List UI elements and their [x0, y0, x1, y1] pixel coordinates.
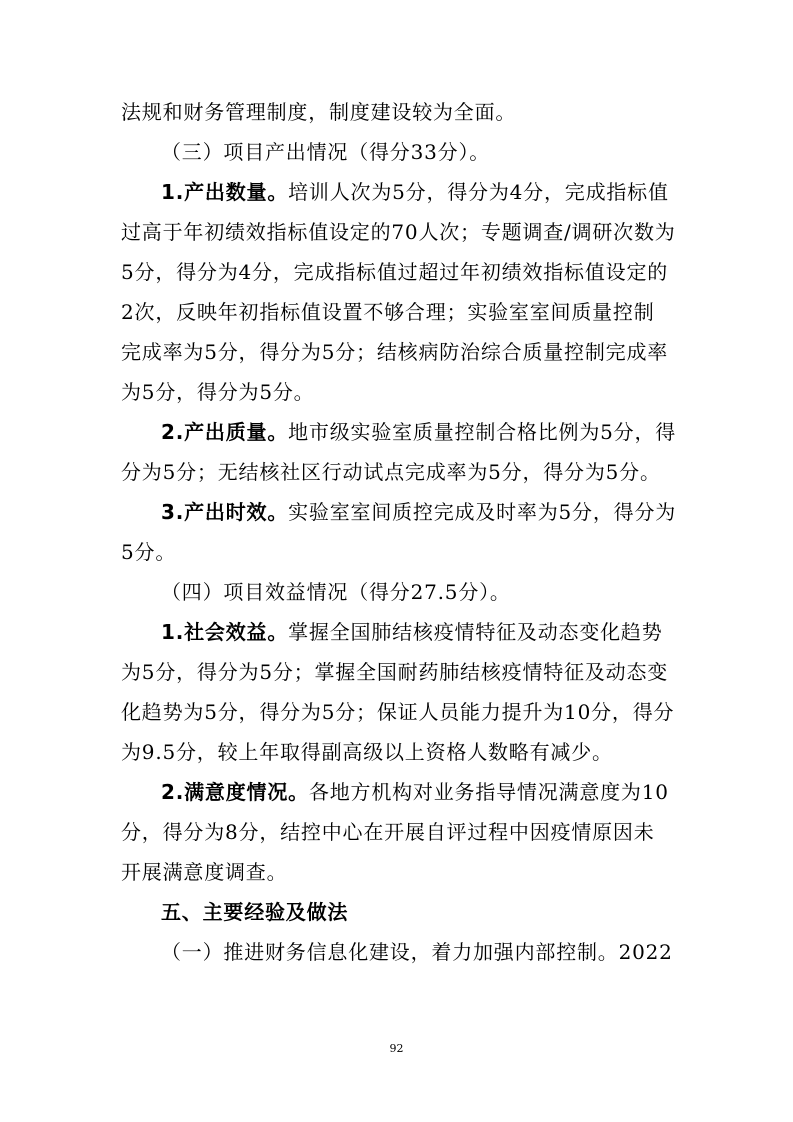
text-line: 化趋势为5分，得分为5分；保证人员能力提升为10分，得分	[121, 700, 675, 724]
text-line: 过高于年初绩效指标值设定的70人次；专题调查/调研次数为	[121, 220, 676, 244]
text-line: 分，得分为8分，结控中心在开展自评过程中因疫情原因未	[121, 820, 655, 844]
satisfaction-line-2	[121, 812, 675, 852]
output-quantity-line-3	[121, 252, 675, 292]
text-line: 地市级实验室质量控制合格比例为5分，得	[288, 420, 677, 444]
satisfaction-line-3	[121, 852, 675, 892]
text-line: 5分，得分为4分，完成指标值过超过年初绩效指标值设定的	[121, 260, 669, 284]
social-benefit-line-1	[121, 612, 675, 652]
chapter-heading	[121, 892, 675, 932]
text-line: 培训人次为5分，得分为4分，完成指标值	[288, 180, 669, 204]
text-line: 为5分，得分为5分。	[121, 380, 315, 404]
body-text	[121, 92, 675, 972]
text-line: 各地方机构对业务指导情况满意度为10	[308, 780, 669, 804]
text-line: （四）项目效益情况（得分27.5分）。	[161, 580, 511, 604]
text-line: 完成率为5分，得分为5分；结核病防治综合质量控制完成率	[121, 340, 669, 364]
text-line: 实验室室间质控完成及时率为5分，得分为	[288, 500, 677, 524]
paragraph-continuation	[121, 92, 675, 132]
satisfaction-line-1	[121, 772, 675, 812]
social-benefit-line-3	[121, 692, 675, 732]
section-heading-output	[121, 132, 675, 172]
lead-term: 1.社会效益。	[161, 620, 289, 644]
text-line: 分为5分；无结核社区行动试点完成率为5分，得分为5分。	[121, 460, 661, 484]
text-line: （三）项目产出情况（得分33分）。	[161, 140, 491, 164]
text-line: 开展满意度调查。	[121, 860, 288, 884]
output-quantity-line-5	[121, 332, 675, 372]
text-line: 法规和财务管理制度，制度建设较为全面。	[121, 100, 517, 124]
text-line: 2次，反映年初指标值设置不够合理；实验室室间质量控制	[121, 300, 655, 324]
output-quality-line-2	[121, 452, 675, 492]
social-benefit-line-4	[121, 732, 675, 772]
text-line: 5分。	[121, 540, 177, 564]
output-quantity-line-1	[121, 172, 675, 212]
output-quantity-line-6	[121, 372, 675, 412]
output-quantity-line-2	[121, 212, 675, 252]
social-benefit-line-2	[121, 652, 675, 692]
output-timeliness-line-1	[121, 492, 675, 532]
output-timeliness-line-2	[121, 532, 675, 572]
section-heading-benefit	[121, 572, 675, 612]
text-line: 为5分，得分为5分；掌握全国耐药肺结核疫情特征及动态变	[121, 660, 669, 684]
output-quantity-line-4	[121, 292, 675, 332]
text-line: 掌握全国肺结核疫情特征及动态变化趋势	[288, 620, 663, 644]
lead-term: 3.产出时效。	[161, 500, 289, 524]
lead-term: 1.产出数量。	[161, 180, 289, 204]
output-quality-line-1	[121, 412, 675, 452]
text-line: （一）推进财务信息化建设，着力加强内部控制。2022	[161, 940, 673, 964]
subsection-heading	[121, 932, 675, 972]
text-line: 五、主要经验及做法	[161, 900, 349, 924]
page-number: 92	[389, 1042, 404, 1055]
text-line: 为9.5分，较上年取得副高级以上资格人数略有减少。	[121, 740, 613, 764]
lead-term: 2.产出质量。	[161, 420, 289, 444]
lead-term: 2.满意度情况。	[161, 780, 309, 804]
